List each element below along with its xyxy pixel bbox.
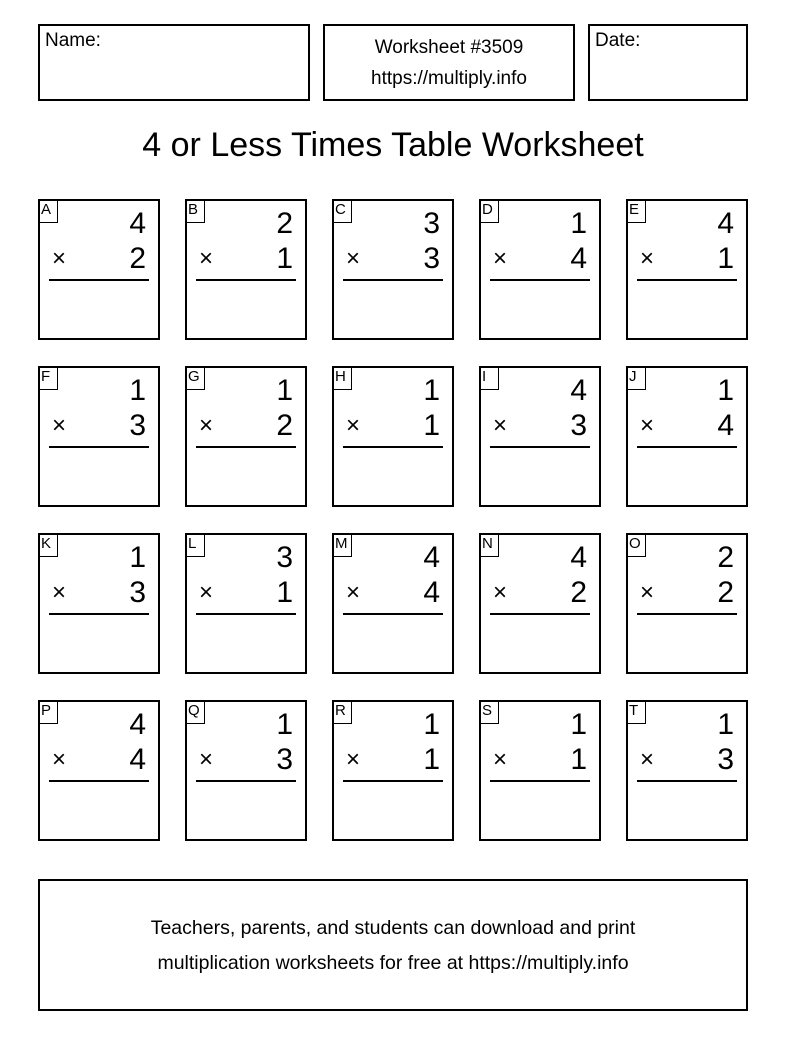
problem-label: J	[626, 366, 646, 390]
multiplier: 1	[570, 743, 587, 776]
multiply-sign: ×	[199, 245, 214, 272]
worksheet-info-box	[323, 24, 575, 101]
multiply-sign: ×	[52, 579, 67, 606]
multiplicand: 1	[717, 374, 734, 407]
multiplicand: 1	[276, 374, 293, 407]
footer-line-2: multiplication worksheets for free at https://multiply.info	[157, 952, 629, 974]
multiplier: 3	[129, 409, 146, 442]
multiplicand: 1	[570, 708, 587, 741]
multiply-sign: ×	[52, 245, 67, 272]
multiplier: 2	[570, 576, 587, 609]
worksheet-url: https://multiply.info	[371, 68, 527, 89]
problem-card	[185, 366, 307, 507]
multiplier: 1	[276, 242, 293, 275]
answer-line	[490, 446, 590, 448]
problem-label: N	[479, 533, 499, 557]
multiply-sign: ×	[346, 412, 361, 439]
multiply-sign: ×	[493, 746, 508, 773]
answer-line	[637, 613, 737, 615]
page-title: 4 or Less Times Table Worksheet	[142, 126, 644, 164]
multiply-sign: ×	[346, 579, 361, 606]
multiplier: 3	[423, 242, 440, 275]
multiplier: 4	[129, 743, 146, 776]
multiplicand: 1	[570, 207, 587, 240]
problem-card	[38, 700, 160, 841]
problem-label: I	[479, 366, 499, 390]
problem-card	[479, 533, 601, 674]
multiply-sign: ×	[199, 746, 214, 773]
problem-label: L	[185, 533, 205, 557]
name-field-box[interactable]	[38, 24, 310, 101]
multiplier: 3	[717, 743, 734, 776]
problem-card	[185, 700, 307, 841]
problem-label: O	[626, 533, 646, 557]
multiplier: 4	[423, 576, 440, 609]
multiplier: 3	[570, 409, 587, 442]
multiplicand: 4	[129, 207, 146, 240]
problem-label: H	[332, 366, 352, 390]
multiplicand: 1	[276, 708, 293, 741]
multiply-sign: ×	[640, 412, 655, 439]
multiplicand: 1	[129, 541, 146, 574]
footer-box	[38, 879, 748, 1011]
problem-card	[332, 366, 454, 507]
multiply-sign: ×	[346, 746, 361, 773]
problem-label: G	[185, 366, 205, 390]
multiplicand: 2	[276, 207, 293, 240]
problem-label: M	[332, 533, 352, 557]
problem-label: C	[332, 199, 352, 223]
multiplier: 3	[129, 576, 146, 609]
multiply-sign: ×	[52, 746, 67, 773]
multiplier: 2	[717, 576, 734, 609]
answer-line	[637, 446, 737, 448]
multiplier: 4	[570, 242, 587, 275]
problem-card	[626, 366, 748, 507]
multiplicand: 4	[717, 207, 734, 240]
answer-line	[343, 613, 443, 615]
problem-label: P	[38, 700, 58, 724]
problem-card	[185, 199, 307, 340]
problem-card	[38, 199, 160, 340]
problem-label: E	[626, 199, 646, 223]
problem-label: S	[479, 700, 499, 724]
problem-label: B	[185, 199, 205, 223]
problem-card	[38, 533, 160, 674]
answer-line	[196, 446, 296, 448]
problem-card	[332, 700, 454, 841]
multiplicand: 2	[717, 541, 734, 574]
problem-label: F	[38, 366, 58, 390]
multiplier: 1	[423, 743, 440, 776]
answer-line	[490, 780, 590, 782]
multiplicand: 3	[423, 207, 440, 240]
answer-line	[196, 279, 296, 281]
multiplier: 1	[717, 242, 734, 275]
problem-card	[479, 199, 601, 340]
multiply-sign: ×	[199, 579, 214, 606]
multiply-sign: ×	[199, 412, 214, 439]
date-field-box[interactable]	[588, 24, 748, 101]
multiply-sign: ×	[640, 245, 655, 272]
answer-line	[490, 279, 590, 281]
answer-line	[196, 780, 296, 782]
answer-line	[490, 613, 590, 615]
problem-card	[185, 533, 307, 674]
multiplicand: 1	[129, 374, 146, 407]
worksheet-number: Worksheet #3509	[374, 37, 524, 58]
answer-line	[196, 613, 296, 615]
multiply-sign: ×	[640, 746, 655, 773]
problem-label: A	[38, 199, 58, 223]
answer-line	[49, 613, 149, 615]
problem-card	[626, 700, 748, 841]
problem-label: R	[332, 700, 352, 724]
multiplicand: 3	[276, 541, 293, 574]
answer-line	[343, 780, 443, 782]
multiplicand: 1	[423, 708, 440, 741]
answer-line	[343, 446, 443, 448]
problem-card	[479, 366, 601, 507]
multiplier: 2	[129, 242, 146, 275]
problem-card	[626, 533, 748, 674]
multiplier: 1	[423, 409, 440, 442]
multiply-sign: ×	[346, 245, 361, 272]
problem-card	[626, 199, 748, 340]
name-label: Name:	[45, 30, 101, 51]
multiplicand: 4	[570, 541, 587, 574]
multiply-sign: ×	[493, 412, 508, 439]
multiplicand: 4	[423, 541, 440, 574]
problem-card	[332, 533, 454, 674]
answer-line	[49, 279, 149, 281]
answer-line	[637, 780, 737, 782]
footer-line-1: Teachers, parents, and students can download and print	[150, 917, 636, 939]
problem-label: T	[626, 700, 646, 724]
multiply-sign: ×	[493, 245, 508, 272]
multiplier: 3	[276, 743, 293, 776]
multiplicand: 1	[717, 708, 734, 741]
multiplicand: 4	[570, 374, 587, 407]
problem-card	[332, 199, 454, 340]
multiplier: 4	[717, 409, 734, 442]
problem-label: Q	[185, 700, 205, 724]
problem-label: K	[38, 533, 58, 557]
multiplicand: 4	[129, 708, 146, 741]
answer-line	[637, 279, 737, 281]
problem-label: D	[479, 199, 499, 223]
answer-line	[49, 446, 149, 448]
multiply-sign: ×	[640, 579, 655, 606]
answer-line	[49, 780, 149, 782]
multiplicand: 1	[423, 374, 440, 407]
problem-card	[38, 366, 160, 507]
multiply-sign: ×	[52, 412, 67, 439]
multiplier: 1	[276, 576, 293, 609]
multiplier: 2	[276, 409, 293, 442]
date-label: Date:	[595, 30, 641, 51]
problem-card	[479, 700, 601, 841]
multiply-sign: ×	[493, 579, 508, 606]
answer-line	[343, 279, 443, 281]
